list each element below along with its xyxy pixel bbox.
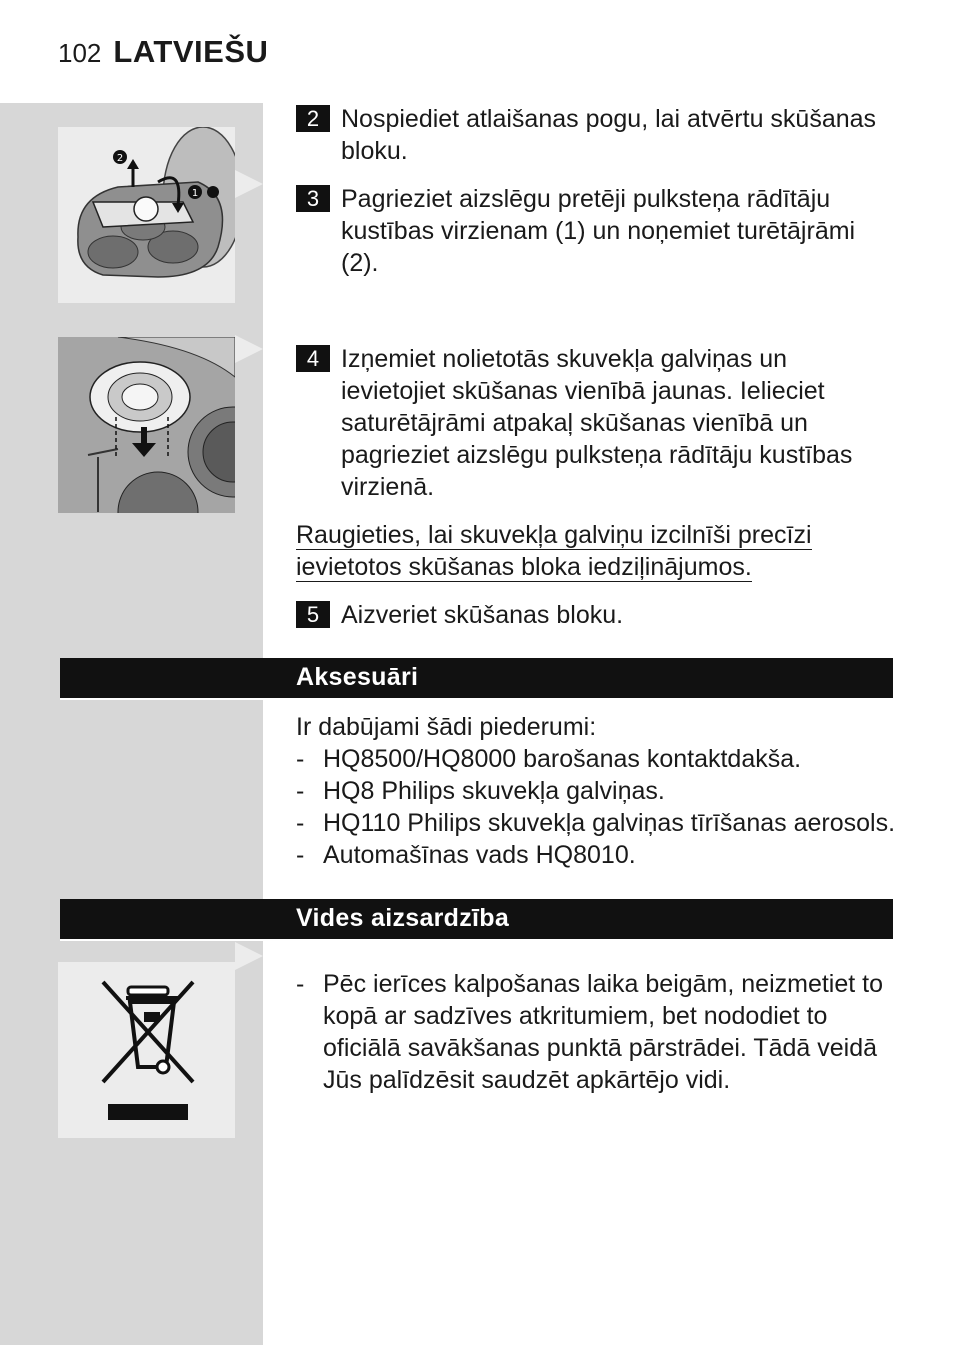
page-number: 102 bbox=[58, 38, 102, 68]
step-text: Izņemiet nolietotās skuvekļa galviņas un ievietojiet skūšanas vienībā jaunas. Ielieciet saturētājrāmi atpakaļ skūšanas vienībā un pagrieziet aizslēgu pulksteņa rādītāju kustības virzienā. bbox=[341, 345, 853, 501]
environment-block bbox=[296, 968, 886, 1096]
accessories-block bbox=[296, 711, 906, 871]
section-title: Aksesuāri bbox=[296, 663, 419, 691]
shaver-unit-unlock-illustration bbox=[58, 127, 235, 303]
shaver-head-insert-illustration bbox=[58, 337, 235, 513]
step-5 bbox=[296, 599, 896, 631]
environment-list bbox=[296, 968, 886, 1096]
crossed-out-wheelie-bin-icon bbox=[58, 962, 235, 1138]
step-2 bbox=[296, 103, 896, 167]
figure-label-1: 1 bbox=[191, 188, 199, 199]
step-text: Pagrieziet aizslēgu pretēji pulksteņa rādītāju kustības virzienam (1) un noņemiet turētājrāmi (2). bbox=[341, 185, 856, 277]
step-text: Aizveriet skūšanas bloku. bbox=[341, 601, 624, 629]
list-item: - HQ8500/HQ8000 barošanas kontaktdakša. bbox=[296, 743, 906, 775]
page-section-title: LATVIEŠU bbox=[113, 34, 269, 69]
step-text: Nospiediet atlaišanas pogu, lai atvērtu skūšanas bloku. bbox=[341, 105, 877, 165]
section-bar-environment bbox=[60, 899, 893, 941]
list-item: - HQ110 Philips skuvekļa galviņas tīrīšanas aerosols. bbox=[296, 807, 906, 839]
note-text bbox=[296, 519, 856, 583]
figure-label-2: 2 bbox=[116, 153, 124, 164]
list-item: - HQ8 Philips skuvekļa galviņas. bbox=[296, 775, 906, 807]
accessories-intro: Ir dabūjami šādi piederumi: bbox=[296, 713, 597, 741]
list-item: - Automašīnas vads HQ8010. bbox=[296, 839, 906, 871]
step-number: 5 bbox=[296, 601, 330, 628]
page-header bbox=[58, 34, 268, 74]
note-underlined: Raugieties, lai skuvekļa galviņu izcilnīši precīzi ievietotos skūšanas bloka iedziļinājumos. bbox=[296, 521, 812, 581]
step-4 bbox=[296, 343, 896, 503]
list-item: - Pēc ierīces kalpošanas laika beigām, neizmetiet to kopā ar sadzīves atkritumiem, bet nododiet to oficiālā savākšanas punktā pārstrādei. Tādā veidā Jūs palīdzēsit saudzēt apkārtējo vidi. bbox=[296, 968, 886, 1096]
figure-pointer bbox=[235, 170, 263, 198]
figure-pointer bbox=[235, 335, 263, 363]
step-number: 3 bbox=[296, 185, 330, 212]
section-bar-accessories bbox=[60, 658, 893, 700]
accessories-list bbox=[296, 743, 906, 871]
step-3 bbox=[296, 183, 896, 279]
step-number: 2 bbox=[296, 105, 330, 132]
figure-pointer bbox=[235, 942, 263, 970]
step-number: 4 bbox=[296, 345, 330, 372]
section-title: Vides aizsardzība bbox=[296, 904, 510, 932]
